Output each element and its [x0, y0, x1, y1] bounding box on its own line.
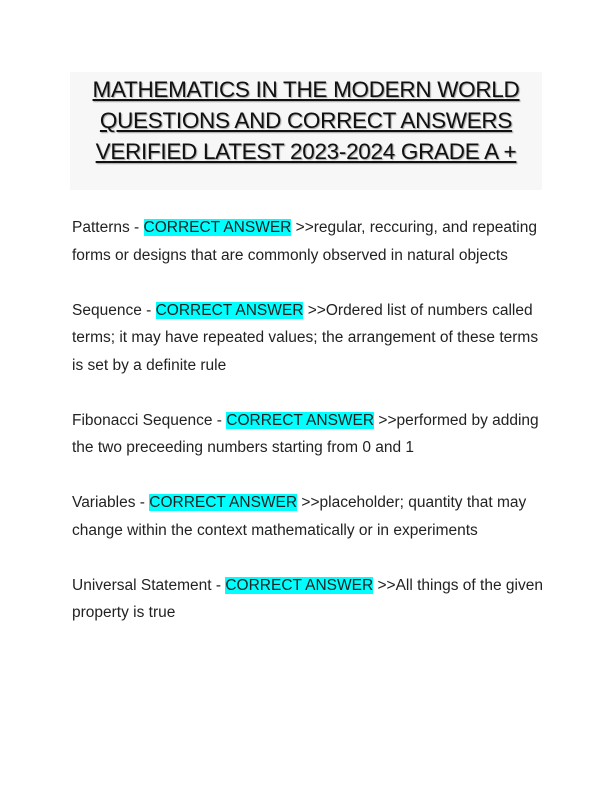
title-line-1: MATHEMATICS IN THE MODERN WORLD [92, 77, 520, 102]
qa-item-universal-statement [72, 572, 547, 627]
document-title [70, 72, 542, 190]
qa-term: Variables [72, 494, 136, 511]
qa-item-fibonacci-sequence [72, 407, 547, 462]
qa-list [72, 214, 547, 654]
qa-separator: - [135, 494, 150, 511]
qa-item-variables [72, 489, 547, 544]
correct-answer-tag: CORRECT ANSWER [225, 576, 374, 594]
qa-answer: >>placeholder; quantity that may change within the context mathematically or in experiments [72, 494, 527, 539]
qa-term: Sequence [72, 301, 142, 319]
qa-term: Universal Statement [72, 576, 212, 594]
qa-answer: >>regular, reccuring, and repeating forms or designs that are commonly observed in natural objects [72, 219, 537, 264]
qa-term: Fibonacci Sequence [72, 411, 213, 429]
qa-separator: - [211, 576, 226, 594]
qa-item-sequence [72, 297, 547, 380]
qa-separator: - [141, 301, 156, 319]
correct-answer-tag: CORRECT ANSWER [155, 301, 304, 319]
correct-answer-tag: CORRECT ANSWER [226, 411, 375, 429]
title-line-3: VERIFIED LATEST 2023-2024 GRADE A + [95, 139, 517, 164]
qa-separator: - [129, 219, 144, 236]
correct-answer-tag: CORRECT ANSWER [143, 219, 292, 236]
title-line-2: QUESTIONS AND CORRECT ANSWERS [99, 108, 513, 133]
qa-separator: - [212, 411, 227, 429]
qa-term: Patterns [72, 219, 130, 236]
qa-answer: >>Ordered list of numbers called terms; it may have repeated values; the arrangement of these terms is set by a definite rule [72, 301, 539, 374]
qa-item-patterns [72, 214, 547, 269]
correct-answer-tag: CORRECT ANSWER [149, 494, 298, 511]
qa-answer: >>performed by adding the two preceeding numbers starting from 0 and 1 [72, 411, 539, 456]
qa-answer: >>All things of the given property is true [72, 576, 543, 621]
